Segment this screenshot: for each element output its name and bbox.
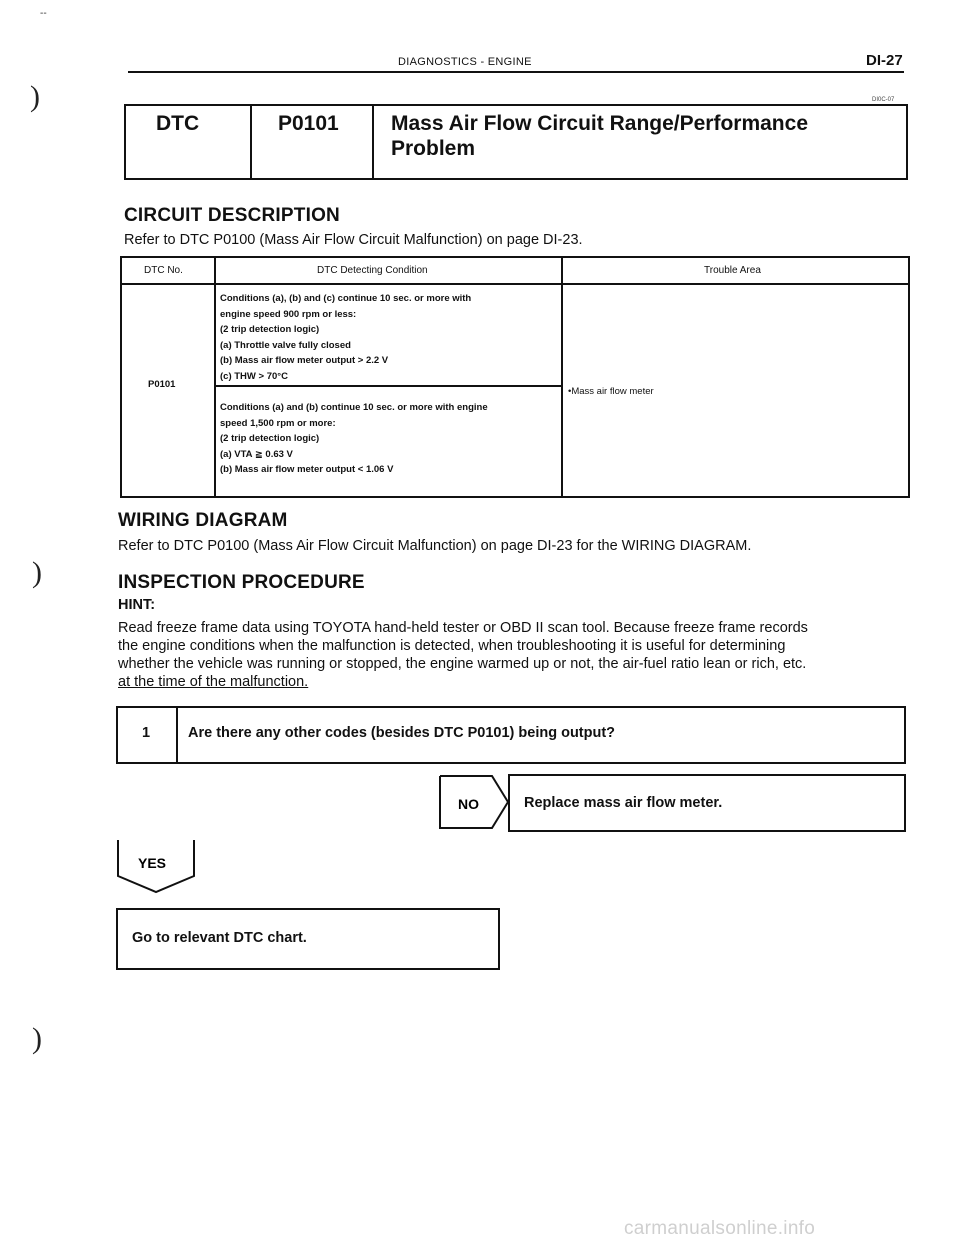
hint-line: whether the vehicle was running or stopped, the engine warmed up or not, the air-fuel ratio lean or rich, etc. [118, 656, 807, 672]
condition-line: Conditions (a), (b) and (c) continue 10 sec. or more with [220, 293, 472, 304]
circuit-description-text: Refer to DTC P0100 (Mass Air Flow Circuit Malfunction) on page DI-23. [124, 232, 583, 248]
wiring-diagram-text: Refer to DTC P0100 (Mass Air Flow Circuit Malfunction) on page DI-23 for the WIRING DIAGRAM. [118, 538, 752, 554]
step-1-box [116, 706, 906, 764]
trouble-area-cell: •Mass air flow meter [568, 386, 654, 397]
table-divider [214, 258, 216, 496]
step-question: Are there any other codes (besides DTC P0101) being output? [188, 725, 616, 741]
yes-action-text: Go to relevant DTC chart. [132, 930, 307, 946]
dtc-code: P0101 [278, 112, 339, 135]
yes-arrow-tab [116, 838, 196, 894]
yes-label: YES [138, 855, 167, 871]
dtc-condition-table [120, 256, 910, 498]
condition-line: (b) Mass air flow meter output > 2.2 V [220, 355, 389, 366]
condition-group-1 [220, 291, 471, 384]
condition-line: (a) Throttle valve fully closed [220, 339, 351, 351]
col-header-dtc-no: DTC No. [144, 265, 183, 276]
no-label: NO [458, 796, 479, 812]
corner-tick: -- [40, 8, 47, 19]
hint-label: HINT: [118, 597, 156, 613]
yes-action-box [116, 908, 500, 970]
hint-line: the engine conditions when the malfunction is detected, when troubleshooting it is useful for determining [118, 638, 786, 654]
col-header-condition: DTC Detecting Condition [317, 265, 428, 276]
condition-group-2 [220, 400, 488, 478]
dtc-title-box [124, 104, 908, 180]
hint-text [118, 619, 908, 691]
circuit-description-heading: CIRCUIT DESCRIPTION [124, 205, 340, 226]
inspection-procedure-heading: INSPECTION PROCEDURE [118, 572, 365, 593]
no-action-text: Replace mass air flow meter. [524, 795, 723, 811]
table-divider [561, 258, 563, 496]
doc-code: DI0C-07 [872, 97, 895, 103]
condition-line: speed 1,500 rpm or more: [220, 417, 336, 429]
margin-mark-2: ) [32, 556, 42, 589]
condition-line: engine speed 900 rpm or less: [220, 308, 357, 320]
margin-mark-3: ) [32, 1022, 42, 1055]
page-number: DI-27 [866, 52, 903, 69]
condition-line: (b) Mass air flow meter output < 1.06 V [220, 464, 394, 475]
step-divider [176, 708, 178, 762]
dtc-title-line1: Mass Air Flow Circuit Range/Performance [391, 112, 808, 135]
hint-line: at the time of the malfunction. [118, 674, 309, 690]
condition-line: (2 trip detection logic) [220, 433, 320, 444]
wiring-diagram-heading: WIRING DIAGRAM [118, 510, 288, 531]
table-row-rule [215, 385, 562, 387]
condition-line: (a) VTA ≧ 0.63 V [220, 448, 293, 460]
col-header-trouble-area: Trouble Area [704, 265, 761, 276]
condition-line: (2 trip detection logic) [220, 324, 320, 335]
condition-line: (c) THW > 70°C [220, 370, 288, 382]
dtc-title-line2: Problem [391, 137, 476, 160]
section-title: DIAGNOSTICS - ENGINE [398, 56, 532, 68]
hint-line: Read freeze frame data using TOYOTA hand-held tester or OBD II scan tool. Because freeze frame records [118, 620, 808, 636]
header-rule [128, 71, 904, 73]
dtc-code-cell [252, 106, 374, 178]
watermark: carmanualsonline.info [624, 1218, 816, 1239]
margin-mark-1: ) [30, 80, 40, 113]
step-number: 1 [142, 725, 151, 741]
dtc-label-cell [126, 106, 252, 178]
table-header-rule [122, 283, 908, 285]
dtc-number-cell: P0101 [148, 379, 176, 390]
no-arrow-tab [438, 774, 510, 830]
dtc-label: DTC [156, 112, 200, 135]
condition-line: Conditions (a) and (b) continue 10 sec. or more with engine [220, 402, 488, 413]
no-action-box [508, 774, 906, 832]
